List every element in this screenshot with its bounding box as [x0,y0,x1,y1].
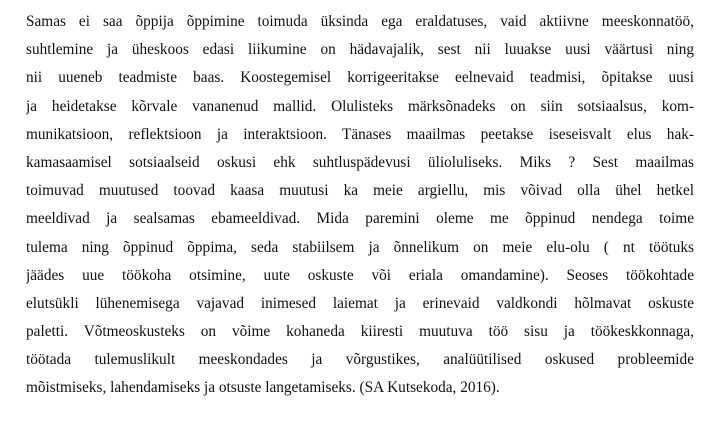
paragraph-line: elutsükli lühenemisega vajavad inimesed laiemat ja erinevaid valdkondi hõlmavat oskuste [26,294,694,312]
body-paragraph [26,8,694,403]
paragraph-line: suhtlemine ja üheskoos edasi liikumine on hädavajalik, sest nii luuakse uusi väärtusi ning [26,41,694,59]
paragraph-line: jäädes uue töökoha otsimine, uute oskuste või eriala omandamine). Seoses töökohtade [26,266,694,284]
paragraph-line: meeldivad ja sealsamas ebameeldivad. Mida paremini oleme me õppinud nendega toime [26,210,694,228]
paragraph-line: kamasaamisel sotsiaalseid oskusi ehk suhtluspädevusi ülioluliseks. Miks ? Sest maailmas [26,153,694,171]
paragraph-line: Samas ei saa õppija õppimine toimuda üksinda ega eraldatuses, vaid aktiivne meeskonnatöö, [26,13,694,30]
paragraph-line: paletti. Võtmeoskusteks on võime kohaneda kiiresti muutuva töö sisu ja töökeskkonnaga, [26,323,694,341]
paragraph-line: munikatsioon, reflektsioon ja interaktsioon. Tänases maailmas peetakse iseseisvalt elus hak- [26,125,694,143]
paragraph-line: tulema ning õppinud õppima, seda stabiilsem ja õnnelikum on meie elu-olu ( nt töötuks [26,238,694,256]
paragraph-line: toimuvad muutused toovad kaasa muutusi ka meie argiellu, mis võivad olla ühel hetkel [26,182,694,200]
paragraph-line: töötada tulemuslikult meeskondades ja võrgustikes, analüütilised oskused probleemide [26,351,694,369]
paragraph-line: ja heidetakse kõrvale vananenud mallid. Olulisteks märksõnadeks on siin sotsiaalsus, kom- [26,97,694,115]
paragraph-line: nii uueneb teadmiste baas. Koostegemisel korrigeeritakse eelnevaid teadmisi, õpitakse uusi [26,69,694,87]
paragraph-line: mõistmiseks, lahendamiseks ja otsuste langetamiseks. (SA Kutsekoda, 2016). [26,379,500,397]
